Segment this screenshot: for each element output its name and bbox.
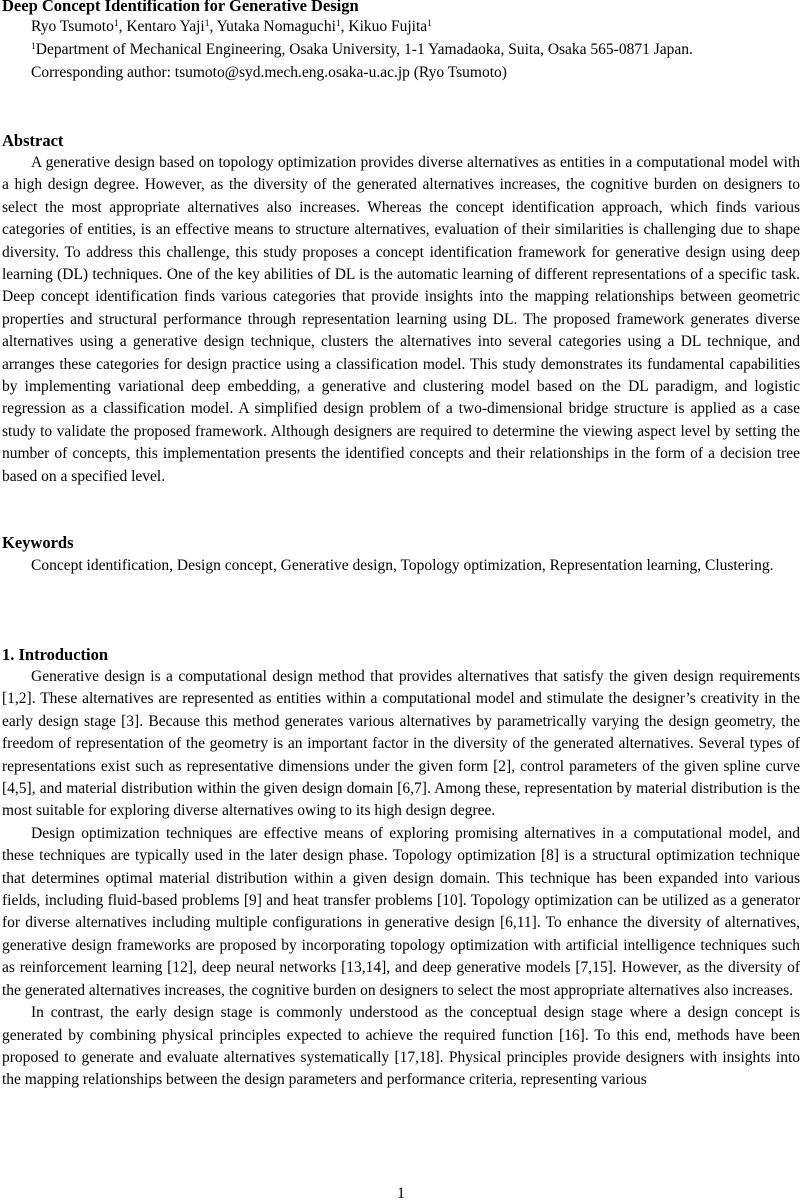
- author-affiliation-mark: 1: [427, 19, 432, 29]
- affiliation-text: Department of Mechanical Engineering, Osaka University, 1-1 Yamadaoka, Suita, Osaka 565-0871 Japan.: [35, 41, 693, 58]
- affiliation-mark: 1: [31, 42, 36, 52]
- author-list: [31, 17, 432, 37]
- author-name: Kentaro Yaji: [126, 18, 205, 35]
- author-name: Ryo Tsumoto: [31, 18, 114, 35]
- author-separator: ,: [118, 18, 127, 35]
- introduction-heading: 1. Introduction: [2, 645, 109, 664]
- author-affiliation-mark: 1: [113, 19, 119, 29]
- paper-title: Deep Concept Identification for Generative Design: [2, 0, 359, 15]
- author-name: Kikuo Fujita: [348, 18, 428, 35]
- introduction-paragraph: Design optimization techniques are effective means of exploring promising alternatives in a computational model, and these techniques are typically used in the later design phase. Topology optimization [8] is a structural optimization technique that determines optimal material distribution within a given design domain. This technique has been expanded into various fields, including fluid-based problems [9] and heat transfer problems [10]. Topology optimization can be utilized as a generator for diverse alternatives including multiple configurations in generative design [6,11]. To enhance the diversity of alternatives, generative design frameworks are proposed by incorporating topology optimization with artificial intelligence techniques such as reinforcement learning [12], deep neural networks [13,14], and deep generative models [7,15]. However, as the diversity of the generated alternatives increases, the cognitive burden on designers to select the most appropriate alternatives also increases.: [2, 824, 800, 999]
- introduction-body: [0, 666, 798, 1092]
- page-number: 1: [397, 1185, 405, 1202]
- author-separator: ,: [209, 18, 217, 35]
- affiliation: [31, 40, 693, 60]
- keywords-text: Concept identification, Design concept, Generative design, Topology optimization, Representation learning, Clustering.: [31, 557, 774, 574]
- corresponding-author: Corresponding author: tsumoto@syd.mech.eng.osaka-u.ac.jp (Ryo Tsumoto): [31, 64, 507, 81]
- author-affiliation-mark: 1: [335, 19, 341, 29]
- author-affiliation-mark: 1: [204, 19, 210, 29]
- author-separator: ,: [340, 18, 349, 35]
- keywords-heading: Keywords: [2, 533, 74, 552]
- author-name: Yutaka Nomaguchi: [216, 18, 336, 35]
- abstract-heading: Abstract: [2, 131, 64, 150]
- introduction-paragraph: In contrast, the early design stage is commonly understood as the conceptual design stage where a design concept is generated by combining physical principles expected to achieve the required function [16]. To this end, methods have been proposed to generate and evaluate alternatives systematically [17,18]. Physical principles provide designers with insights into the mapping relationships between the design parameters and performance criteria, representing various: [2, 1004, 800, 1089]
- abstract-text: A generative design based on topology optimization provides diverse alternatives as entities in a computational model with a high design degree. However, as the diversity of the generated alternatives increases, the cognitive burden on designers to select the most appropriate alternatives also increases. Whereas the concept identification approach, which finds various categories of entities, is an effective means to structure alternatives, evaluation of their similarities is challenging due to shape diversity. To address this challenge, this study proposes a concept identification framework for generative design using deep learning (DL) techniques. One of the key abilities of DL is the automatic learning of different representations of a specific task. Deep concept identification finds various categories that provide insights into the mapping relationships between geometric properties and structural performance through representation learning using DL. The proposed framework generates diverse alternatives using a generative design technique, clusters the alternatives into several categories using a DL technique, and arranges these categories for design practice using a classification model. This study demonstrates its fundamental capabilities by implementing variational deep embedding, a generative and clustering model based on the DL paradigm, and logistic regression as a classification model. A simplified design problem of a two-dimensional bridge structure is applied as a case study to validate the proposed framework. Although designers are required to determine the viewing aspect level by setting the number of concepts, this implementation presents the identified concepts and their relationships in the form of a decision tree based on a specified level.: [2, 154, 800, 485]
- introduction-paragraph: Generative design is a computational design method that provides alternatives that satisfy the given design requirements [1,2]. These alternatives are represented as entities within a computational model and stimulate the designer’s creativity in the early design stage [3]. Because this method generates various alternatives by parametrically varying the design geometry, the freedom of representation of the geometry is an important factor in the diversity of the generated alternatives. Several types of representations exist such as representative dimensions under the given form [2], control parameters of the given spline curve [4,5], and material distribution within the given design domain [6,7]. Among these, representation by material distribution is the most suitable for exploring diverse alternatives owing to its high design degree.: [2, 668, 800, 820]
